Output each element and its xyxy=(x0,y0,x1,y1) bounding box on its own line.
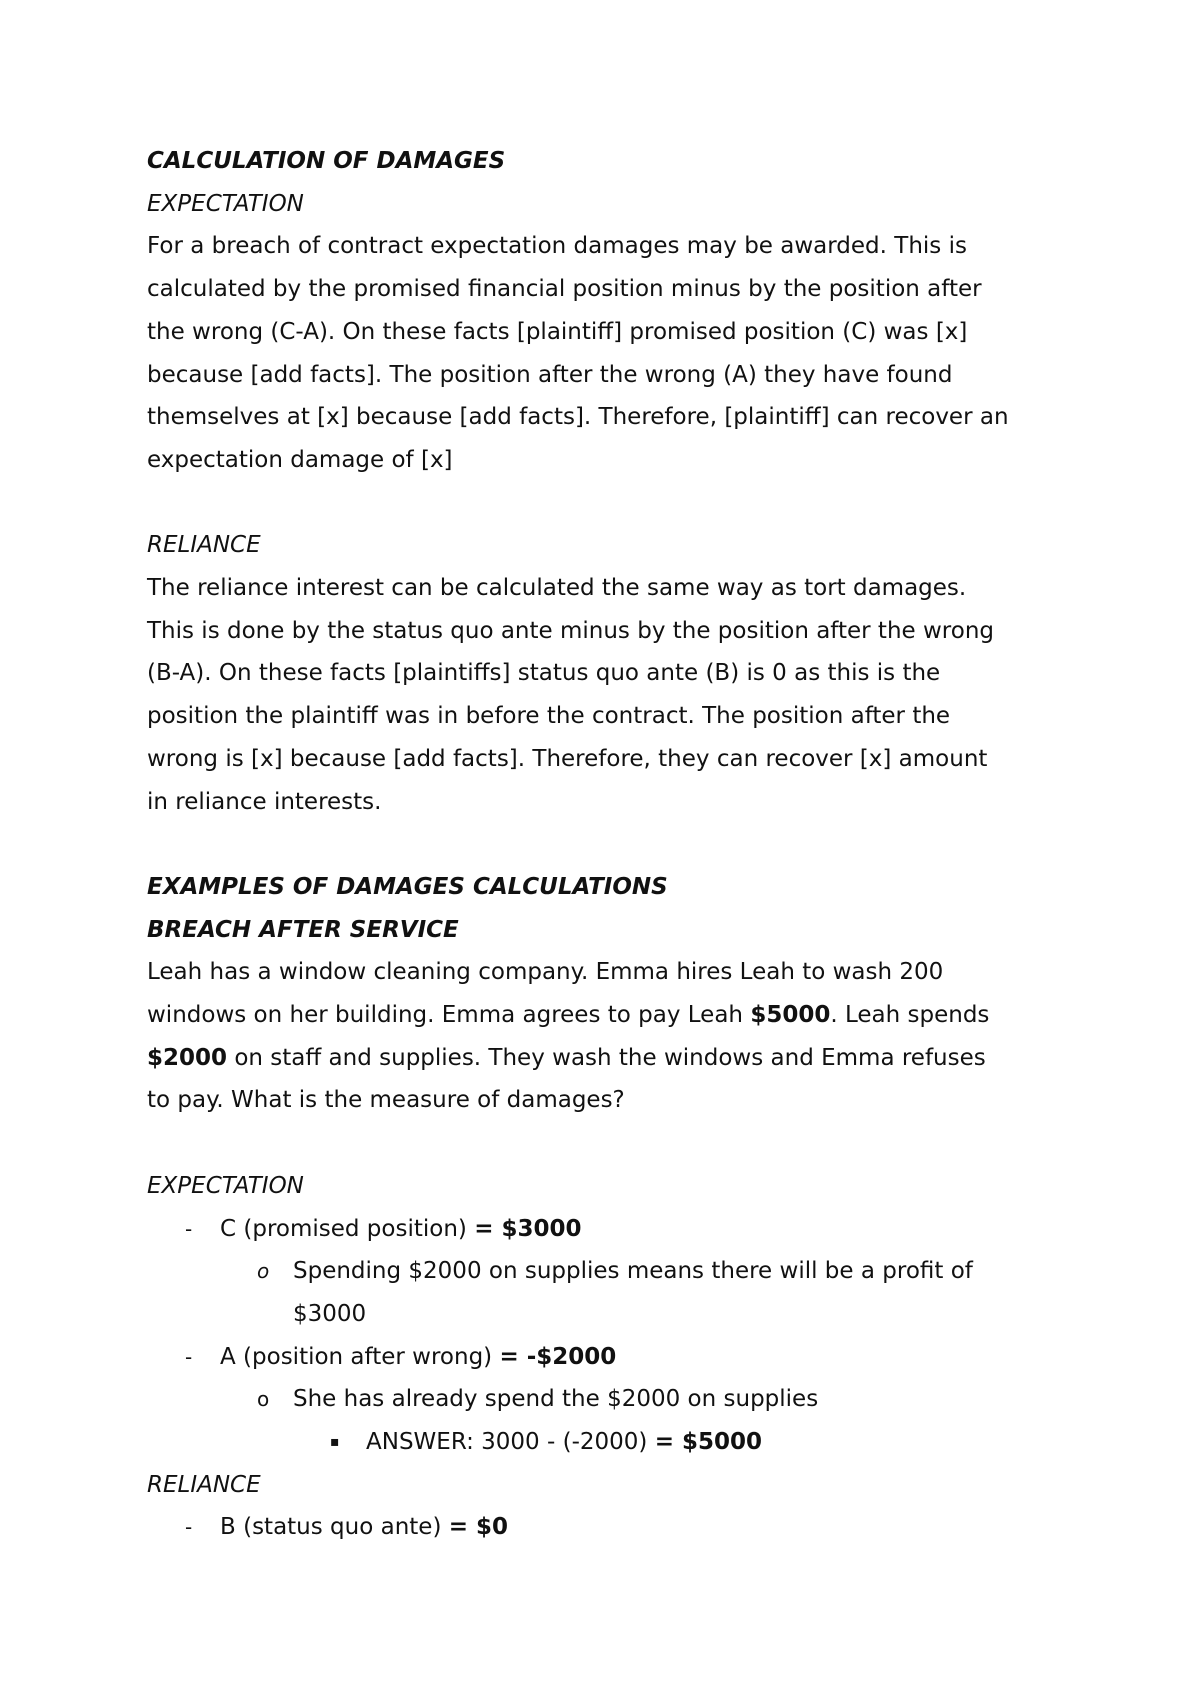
list-item-value: = -$2000 xyxy=(499,1343,617,1370)
paragraph-line: themselves at [x] because [add facts]. Therefore, [plaintiff] can recover an xyxy=(147,404,1009,431)
text-run: . Leah spends xyxy=(830,1002,990,1029)
paragraph-line xyxy=(147,1037,1077,1080)
breach-after-service-heading: BREACH AFTER SERVICE xyxy=(147,916,459,943)
paragraph-line: calculated by the promised financial position minus by the position after xyxy=(147,276,982,303)
amount-bold: $2000 xyxy=(147,1044,228,1071)
document-body xyxy=(147,140,1077,1549)
reliance-paragraph xyxy=(147,567,1077,823)
list-item-value: = $0 xyxy=(448,1514,509,1541)
square-bullet-icon: ▪ xyxy=(330,1434,340,1451)
circle-bullet-icon: o xyxy=(257,1259,270,1284)
answer-value: = $5000 xyxy=(654,1429,762,1456)
list-subitem-continuation: $3000 xyxy=(293,1300,367,1327)
list-item-text: C (promised position) xyxy=(220,1215,475,1242)
paragraph-line: Leah has a window cleaning company. Emma hires Leah to wash 200 xyxy=(147,959,944,986)
list-item-b xyxy=(147,1506,1077,1549)
paragraph-line xyxy=(147,994,1077,1037)
paragraph-line: expectation damage of [x] xyxy=(147,446,453,473)
dash-bullet-icon: - xyxy=(185,1216,193,1241)
list-item-text: She has already spend the $2000 on supplies xyxy=(293,1386,819,1413)
list-subitem xyxy=(147,1378,1077,1421)
text-run: on staff and supplies. They wash the windows and Emma refuses xyxy=(227,1044,986,1071)
paragraph-line: The reliance interest can be calculated the same way as tort damages. xyxy=(147,575,967,602)
answer-text: ANSWER: 3000 - (-2000) xyxy=(366,1429,655,1456)
paragraph-line: to pay. What is the measure of damages? xyxy=(147,1087,625,1114)
paragraph-line: because [add facts]. The position after the wrong (A) they have found xyxy=(147,361,953,388)
paragraph-line: This is done by the status quo ante minus by the position after the wrong xyxy=(147,617,995,644)
list-answer-item xyxy=(147,1421,1077,1464)
list-subitem xyxy=(147,1250,1077,1293)
blank-line xyxy=(147,482,1077,525)
paragraph-line: the wrong (C-A). On these facts [plaintiff] promised position (C) was [x] xyxy=(147,318,968,345)
list-item-a xyxy=(147,1336,1077,1379)
example-expectation-heading: EXPECTATION xyxy=(147,1172,304,1199)
document-title: CALCULATION OF DAMAGES xyxy=(147,148,506,174)
text-run: windows on her building. Emma agrees to pay Leah xyxy=(147,1002,751,1029)
list-item-text: Spending $2000 on supplies means there will be a profit of xyxy=(293,1258,973,1285)
circle-bullet-icon: o xyxy=(257,1387,270,1412)
expectation-heading: EXPECTATION xyxy=(147,190,304,217)
list-item-c xyxy=(147,1208,1077,1251)
paragraph-line: For a breach of contract expectation damages may be awarded. This is xyxy=(147,233,967,260)
dash-bullet-icon: - xyxy=(185,1515,193,1540)
dash-bullet-icon: - xyxy=(185,1344,193,1369)
paragraph-line: (B-A). On these facts [plaintiffs] status quo ante (B) is 0 as this is the xyxy=(147,660,941,687)
paragraph-line: in reliance interests. xyxy=(147,788,382,815)
example-reliance-heading: RELIANCE xyxy=(147,1471,261,1498)
paragraph-line: wrong is [x] because [add facts]. Therefore, they can recover [x] amount xyxy=(147,745,988,772)
reliance-heading: RELIANCE xyxy=(147,532,261,559)
blank-line xyxy=(147,823,1077,866)
paragraph-line: position the plaintiff was in before the contract. The position after the xyxy=(147,703,951,730)
scenario-paragraph xyxy=(147,951,1077,1122)
expectation-paragraph xyxy=(147,225,1077,481)
list-item-text: A (position after wrong) xyxy=(220,1343,500,1370)
list-item-value: = $3000 xyxy=(474,1215,582,1242)
examples-heading: EXAMPLES OF DAMAGES CALCULATIONS xyxy=(147,873,668,900)
amount-bold: $5000 xyxy=(750,1002,831,1029)
list-item-text: B (status quo ante) xyxy=(220,1514,449,1541)
blank-line xyxy=(147,1122,1077,1165)
